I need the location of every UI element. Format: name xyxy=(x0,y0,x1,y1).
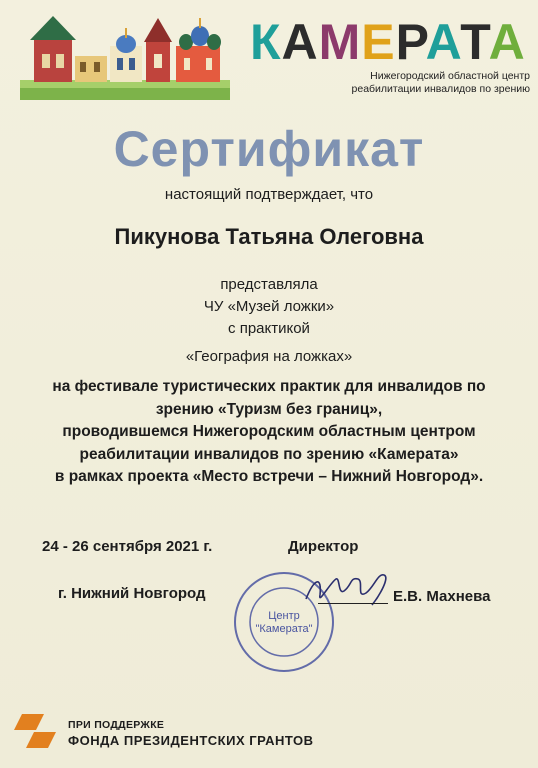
brand-subtitle-line2: реабилитации инвалидов по зрению xyxy=(351,83,530,95)
body-line: в рамках проекта «Место встречи – Нижний Новгород». xyxy=(54,468,484,485)
organization-name: ЧУ «Музей ложки» xyxy=(203,298,335,315)
brand-logo-letter: Т xyxy=(460,14,489,70)
support-label: ПРИ ПОДДЕРЖКЕ xyxy=(68,719,165,731)
brand-logo-letter: А xyxy=(425,14,461,70)
director-signature xyxy=(300,565,395,615)
with-practice-text: с практикой xyxy=(228,320,310,337)
body-line: зрению «Туризм без границ», xyxy=(155,400,383,418)
stamp-center-line2: "Камерата" xyxy=(255,623,313,635)
brand-logo-letter: К xyxy=(250,14,282,70)
brand-logo-letter: Р xyxy=(395,14,426,70)
recipient-name: Пикунова Татьяна Олеговна xyxy=(114,224,424,249)
city-name: г. Нижний Новгород xyxy=(58,585,206,602)
practice-name: «География на ложках» xyxy=(185,348,353,365)
signature-line xyxy=(318,603,388,604)
brand-logo-letter: М xyxy=(318,14,362,70)
stamp-center-line1: Центр xyxy=(268,610,300,622)
confirms-text: настоящий подтверждает, что xyxy=(164,186,374,203)
certificate-title: Сертификат xyxy=(113,121,425,177)
body-line: на фестивале туристических практик для инвалидов по xyxy=(52,378,486,395)
brand-logo-letter: А xyxy=(488,14,526,70)
signatory-name: Е.В. Махнева xyxy=(393,588,491,605)
body-line: реабилитации инвалидов по зрению «Камерата» xyxy=(79,445,459,463)
presented-text: представляла xyxy=(220,276,318,293)
nizhny-novgorod-skyline-illustration xyxy=(20,10,230,102)
brand-subtitle xyxy=(330,70,530,96)
fund-name: ФОНДА ПРЕЗИДЕНТСКИХ ГРАНТОВ xyxy=(68,733,314,748)
certificate-body xyxy=(20,376,518,489)
kamerata-logo xyxy=(250,14,528,70)
brand-subtitle-line1: Нижегородский областной центр xyxy=(370,70,530,82)
brand-logo-letter: Е xyxy=(361,14,396,70)
body-line: проводившемся Нижегородским областным центром xyxy=(62,423,476,440)
brand-logo-letter: А xyxy=(281,14,319,70)
presidential-grants-logo xyxy=(14,708,64,754)
event-date: 24 - 26 сентября 2021 г. xyxy=(42,538,213,555)
director-label: Директор xyxy=(288,538,359,555)
